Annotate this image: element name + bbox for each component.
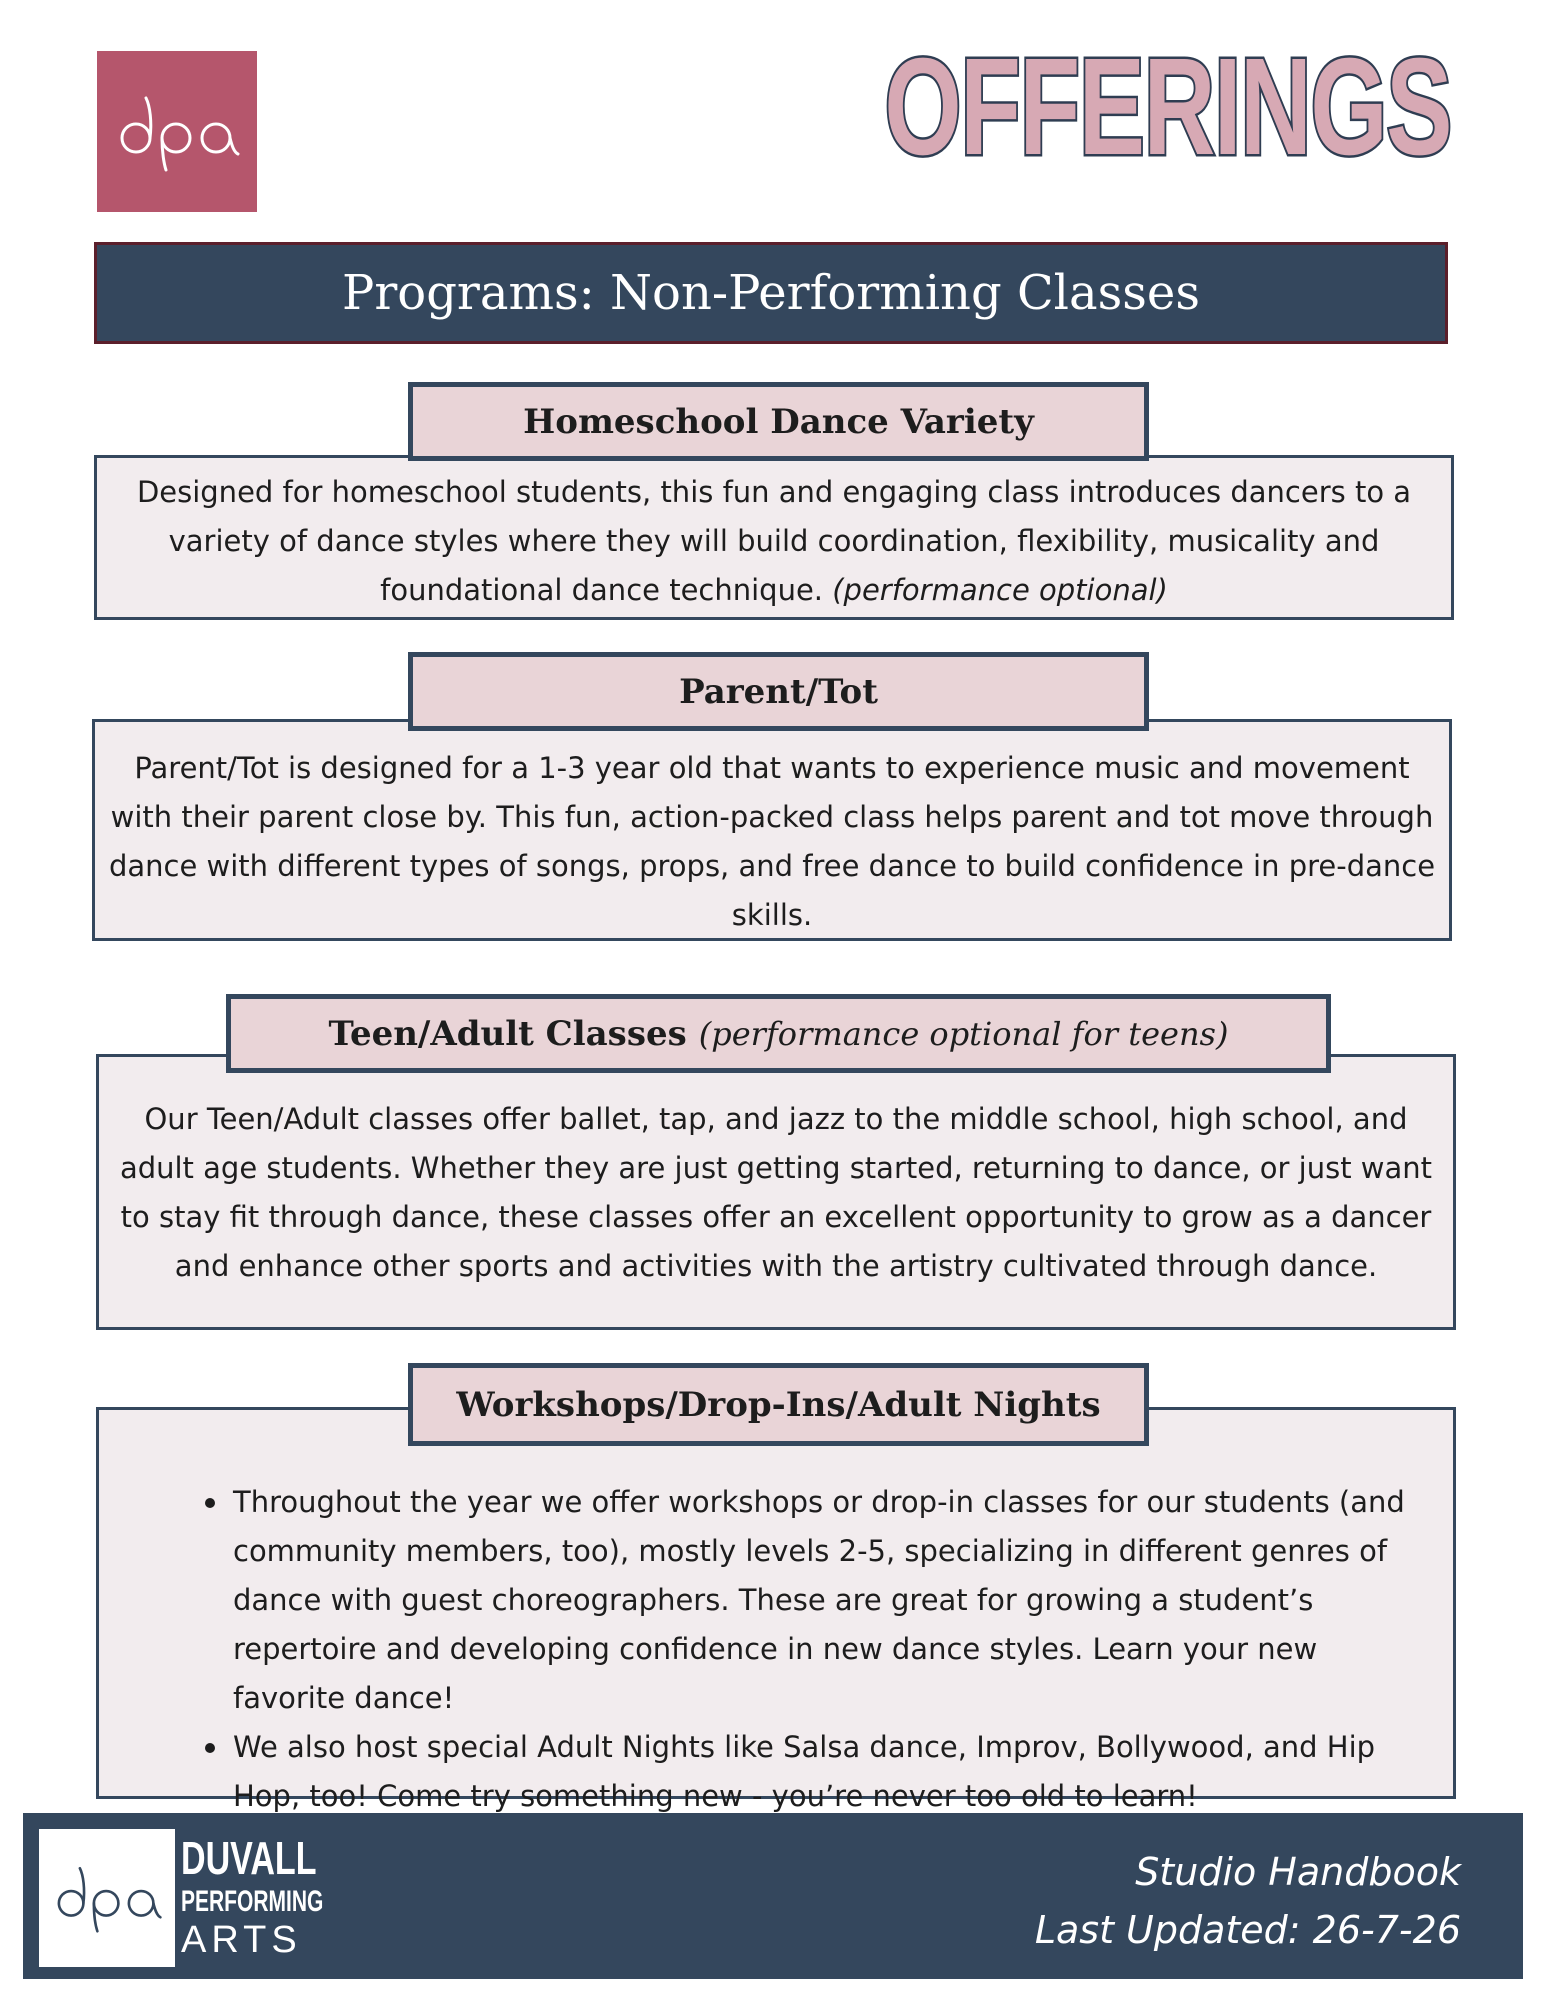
parent-tot-title: Parent/Tot bbox=[679, 671, 878, 712]
workshops-bullet: Throughout the year we offer workshops or drop-in classes for our students (and community members, too), mostly levels 2-5, specializing in different genres of dance with guest choreographers. These are great for growing a student’s repertoire and developing confidence in new dance styles. Learn your new favorite dance! bbox=[167, 1478, 1413, 1723]
homeschool-box bbox=[94, 455, 1454, 620]
teen-adult-note: (performance optional for teens) bbox=[698, 1014, 1229, 1053]
footer-logo bbox=[39, 1829, 175, 1967]
page-title: OFFERINGS bbox=[884, 30, 1451, 184]
workshops-title: Workshops/Drop-Ins/Adult Nights bbox=[456, 1384, 1101, 1425]
handbook-label: Studio Handbook bbox=[1135, 1850, 1461, 1894]
svg-text:dpa: dpa bbox=[112, 76, 143, 96]
studio-name-line2: PERFORMING bbox=[181, 1885, 324, 1918]
workshops-tab bbox=[408, 1363, 1149, 1446]
adult-nights-bullet: We also host special Adult Nights like Salsa dance, Improv, Bollywood, and Hip Hop, too! Come try something new - you’re never too old to learn! bbox=[167, 1723, 1413, 1821]
homeschool-description: Designed for homeschool students, this fun and engaging class introduces dancers to a variety of dance styles where they will build coordination, flexibility, musicality and foundational dance technique. (performance optional) bbox=[136, 475, 1412, 607]
banner-title: Programs: Non-Performing Classes bbox=[342, 265, 1200, 321]
parent-tot-tab bbox=[408, 652, 1149, 731]
homeschool-note: (performance optional) bbox=[832, 573, 1168, 607]
studio-name-line1: DUVALL bbox=[181, 1832, 317, 1884]
parent-tot-description: Parent/Tot is designed for a 1-3 year old that wants to experience music and movement with their parent close by. This fun, action-packed class helps parent and tot move through dance with different types of songs, props, and free dance to build confidence in pre-dance skills. bbox=[108, 751, 1436, 932]
teen-adult-description: Our Teen/Adult classes offer ballet, tap, and jazz to the middle school, high school, and adult age students. Whether they are just getting started, returning to dance, or just want to stay fit through dance, these classes offer an excellent opportunity to grow as a dancer and enhance other sports and activities with the artistry cultivated through dance. bbox=[119, 1102, 1433, 1283]
studio-name bbox=[181, 1832, 384, 1961]
programs-banner bbox=[94, 242, 1448, 344]
teen-adult-title: Teen/Adult Classes bbox=[328, 1013, 687, 1054]
studio-name-line3: ARTS bbox=[181, 1919, 302, 1961]
dpa-logo-mark-icon bbox=[112, 76, 242, 172]
footer bbox=[23, 1813, 1523, 1979]
workshops-box bbox=[96, 1407, 1456, 1813]
dpa-logo-mark-icon bbox=[47, 1851, 167, 1933]
last-updated: Last Updated: 26-7-26 bbox=[1034, 1908, 1461, 1952]
teen-adult-box bbox=[96, 1054, 1456, 1330]
dpa-logo bbox=[97, 51, 257, 212]
homeschool-tab bbox=[408, 382, 1149, 461]
workshops-list bbox=[167, 1478, 1413, 1821]
svg-text:dpa: dpa bbox=[50, 1851, 77, 1867]
footer-info bbox=[1035, 1843, 1461, 1959]
teen-adult-tab bbox=[226, 994, 1331, 1073]
parent-tot-box bbox=[92, 719, 1452, 941]
homeschool-title: Homeschool Dance Variety bbox=[523, 401, 1034, 442]
